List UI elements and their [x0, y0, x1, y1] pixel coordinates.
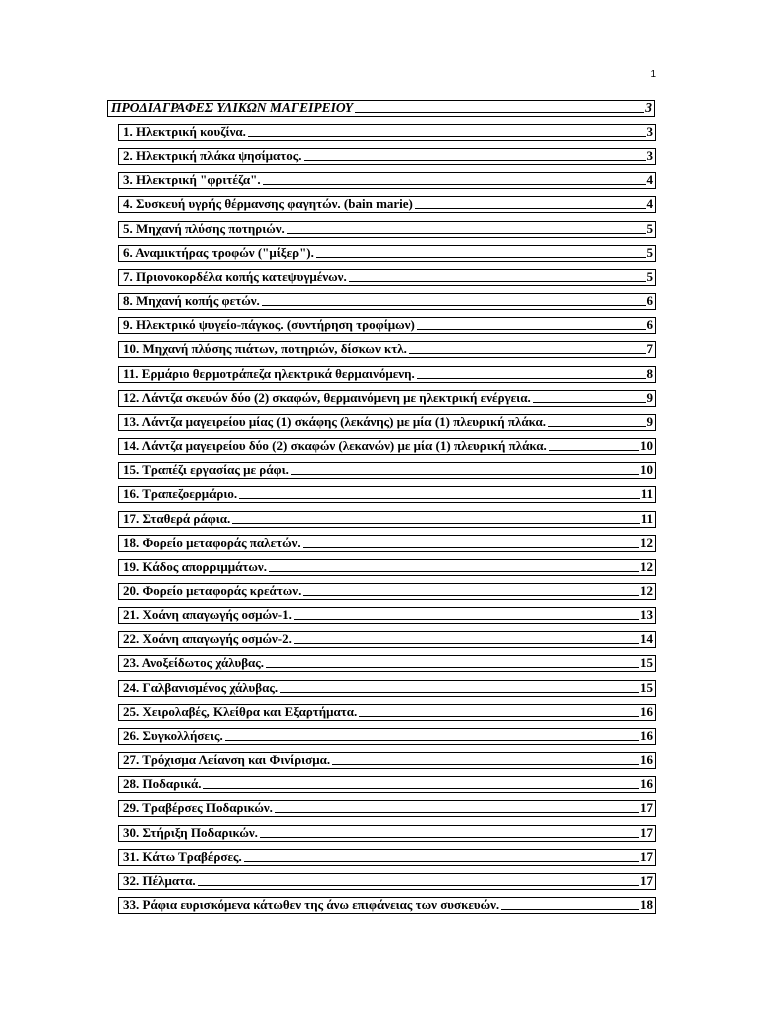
toc-entry-label: 3. Ηλεκτρική "φριτέζα". — [123, 172, 261, 188]
toc-entry[interactable] — [118, 800, 656, 817]
leader-line — [303, 595, 639, 596]
toc-entry-label: 11. Ερμάριο θερμοτράπεζα ηλεκτρικά θερμαινόμενη. — [123, 365, 415, 381]
toc-entry[interactable] — [118, 849, 656, 866]
toc-entry[interactable] — [118, 897, 656, 914]
toc-entry-page: 16 — [640, 776, 653, 792]
toc-entry-page: 4 — [646, 172, 653, 188]
toc-entry-page: 17 — [640, 848, 653, 864]
toc-entry[interactable] — [118, 124, 656, 141]
leader-line — [291, 474, 639, 475]
toc-entry[interactable] — [118, 172, 656, 189]
toc-entry[interactable] — [118, 752, 656, 769]
leader-line — [417, 329, 646, 330]
toc-entry-label: 4. Συσκευή υγρής θέρμανσης φαγητών. (bain marie) — [123, 196, 413, 212]
toc-entry[interactable] — [118, 680, 656, 697]
toc-entry-page: 11 — [640, 510, 653, 526]
toc-entry[interactable] — [118, 511, 656, 528]
toc-entry[interactable] — [118, 269, 656, 286]
toc-entry-page: 16 — [640, 727, 653, 743]
toc-entry[interactable] — [118, 462, 656, 479]
toc-entry-label: 16. Τραπεζοερμάριο. — [123, 486, 238, 502]
toc-entry[interactable] — [118, 341, 656, 358]
toc-entry-page: 15 — [640, 655, 653, 671]
toc-entry-label: 9. Ηλεκτρικό ψυγείο-πάγκος. (συντήρηση τροφίμων) — [123, 317, 415, 333]
toc-entry-page: 17 — [640, 872, 653, 888]
toc-entry-page: 5 — [646, 244, 653, 260]
toc-entry[interactable] — [118, 438, 656, 455]
toc-entry-page: 6 — [646, 293, 653, 309]
leader-line — [275, 812, 639, 813]
toc-entry[interactable] — [118, 583, 656, 600]
leader-line — [262, 305, 646, 306]
leader-line — [332, 764, 639, 765]
leader-line — [304, 160, 646, 161]
leader-line — [533, 402, 646, 403]
toc-entry-page: 14 — [640, 631, 653, 647]
leader-line — [248, 136, 646, 137]
toc-entry-page: 13 — [640, 607, 653, 623]
toc-entry-label: 7. Πριονοκορδέλα κοπής κατεψυγμένων. — [123, 268, 347, 284]
toc-entry[interactable] — [118, 631, 656, 648]
toc-entry-label: 6. Αναμικτήρας τροφών ("μίξερ"). — [123, 244, 314, 260]
toc-entry[interactable] — [118, 317, 656, 334]
toc-entry[interactable] — [118, 366, 656, 383]
page-number: 1 — [650, 69, 656, 80]
toc-entry-label: 2. Ηλεκτρική πλάκα ψησίματος. — [123, 148, 302, 164]
leader-line — [415, 208, 646, 209]
toc-entry[interactable] — [118, 293, 656, 310]
toc-entry-label: 19. Κάδος απορριμμάτων. — [123, 558, 267, 574]
leader-line — [294, 643, 639, 644]
leader-line — [349, 281, 646, 282]
toc-entry-page: 17 — [640, 800, 653, 816]
toc-entry-page: 15 — [640, 679, 653, 695]
toc-entry-label: 17. Σταθερά ράφια. — [123, 510, 231, 526]
toc-title-entry[interactable] — [107, 100, 655, 117]
toc-entry-page: 9 — [646, 389, 653, 405]
toc-entry-label: 23. Ανοξείδωτος χάλυβας. — [123, 655, 265, 671]
toc-entry[interactable] — [118, 148, 656, 165]
toc-entry-label: 31. Κάτω Τραβέρσες. — [123, 848, 242, 864]
leader-line — [355, 112, 644, 113]
leader-line — [294, 619, 639, 620]
toc-entry-page: 12 — [640, 582, 653, 598]
toc-entry[interactable] — [118, 196, 656, 213]
toc-entry-page: 12 — [640, 558, 653, 574]
toc-entry-label: 21. Χοάνη απαγωγής οσμών-1. — [123, 607, 292, 623]
toc-entry[interactable] — [118, 535, 656, 552]
toc-entry[interactable] — [118, 607, 656, 624]
toc-entry[interactable] — [118, 486, 656, 503]
leader-line — [239, 498, 640, 499]
leader-line — [225, 740, 639, 741]
leader-line — [501, 909, 639, 910]
toc-entry-page: 10 — [640, 438, 653, 454]
leader-line — [263, 184, 646, 185]
toc-entry-label: 28. Ποδαρικά. — [123, 776, 202, 792]
toc-entry-page: 10 — [640, 462, 653, 478]
toc-entry-page: 8 — [646, 365, 653, 381]
leader-line — [417, 378, 646, 379]
toc-entry-label: 8. Μηχανή κοπής φετών. — [123, 293, 260, 309]
toc-title-page: 3 — [645, 100, 652, 115]
toc-entry-label: 13. Λάντζα μαγειρείου μίας (1) σκάφης (λεκάνης) με μία (1) πλευρική πλάκα. — [123, 413, 546, 429]
toc-entry-page: 11 — [640, 486, 653, 502]
toc-entry-label: 30. Στήριξη Ποδαρικών. — [123, 824, 258, 840]
toc-entry-label: 29. Τραβέρσες Ποδαρικών. — [123, 800, 273, 816]
toc-entry-page: 5 — [646, 268, 653, 284]
toc-entry-label: 27. Τρόχισμα Λείανση και Φινίρισμα. — [123, 752, 331, 768]
toc-entry[interactable] — [118, 221, 656, 238]
leader-line — [280, 692, 639, 693]
leader-line — [303, 547, 639, 548]
toc-entry-page: 16 — [640, 703, 653, 719]
leader-line — [266, 667, 639, 668]
leader-line — [260, 837, 639, 838]
leader-line — [409, 353, 646, 354]
toc-entry[interactable] — [118, 245, 656, 262]
toc-entry-page: 17 — [640, 824, 653, 840]
toc-entry-page: 16 — [640, 752, 653, 768]
toc-entry-label: 5. Μηχανή πλύσης ποτηριών. — [123, 220, 285, 236]
toc-entry[interactable] — [118, 776, 656, 793]
toc-entry-label: 14. Λάντζα μαγειρείου δύο (2) σκαφών (λεκανών) με μία (1) πλευρική πλάκα. — [123, 438, 547, 454]
toc-list — [118, 124, 656, 921]
leader-line — [548, 426, 646, 427]
toc-entry-page: 12 — [640, 534, 653, 550]
leader-line — [287, 233, 646, 234]
toc-entry-label: 18. Φορείο μεταφοράς παλετών. — [123, 534, 301, 550]
toc-entry-page: 6 — [646, 317, 653, 333]
toc-entry-label: 12. Λάντζα σκευών δύο (2) σκαφών, θερμαινόμενη με ηλεκτρική ενέργεια. — [123, 389, 531, 405]
toc-entry-page: 7 — [646, 341, 653, 357]
leader-line — [316, 257, 646, 258]
toc-entry-page: 4 — [646, 196, 653, 212]
toc-entry[interactable] — [118, 825, 656, 842]
toc-entry-label: 20. Φορείο μεταφοράς κρεάτων. — [123, 582, 302, 598]
toc-entry-label: 1. Ηλεκτρική κουζίνα. — [123, 124, 246, 139]
toc-entry[interactable] — [118, 873, 656, 890]
toc-entry-label: 26. Συγκολλήσεις. — [123, 727, 223, 743]
leader-line — [269, 571, 639, 572]
toc-entry-label: 32. Πέλματα. — [123, 872, 196, 888]
leader-line — [244, 861, 639, 862]
toc-entry[interactable] — [118, 414, 656, 431]
toc-entry-label: 15. Τραπέζι εργασίας με ράφι. — [123, 462, 289, 478]
toc-entry-page: 18 — [640, 897, 653, 912]
toc-entry-label: 10. Μηχανή πλύσης πιάτων, ποτηριών, δίσκων κτλ. — [123, 341, 407, 357]
toc-title-label: ΠΡΟΔΙΑΓΡΑΦΕΣ ΥΛΙΚΩΝ ΜΑΓΕΙΡΕΙΟΥ — [111, 100, 354, 115]
toc-entry-page: 5 — [646, 220, 653, 236]
toc-entry-label: 24. Γαλβανισμένος χάλυβας. — [123, 679, 279, 695]
toc-entry-page: 3 — [646, 124, 653, 139]
leader-line — [549, 450, 639, 451]
toc-entry-page: 3 — [646, 148, 653, 164]
toc-entry-page: 9 — [646, 413, 653, 429]
toc-entry-label: 22. Χοάνη απαγωγής οσμών-2. — [123, 631, 292, 647]
toc-entry[interactable] — [118, 559, 656, 576]
toc-entry-label: 33. Ράφια ευρισκόμενα κάτωθεν της άνω επιφάνειας των συσκευών. — [123, 897, 500, 912]
toc-entry[interactable] — [118, 704, 656, 721]
leader-line — [359, 716, 639, 717]
leader-line — [232, 523, 639, 524]
toc-entry[interactable] — [118, 390, 656, 407]
leader-line — [203, 788, 639, 789]
leader-line — [198, 885, 639, 886]
toc-entry-label: 25. Χειρολαβές, Κλείθρα και Εξαρτήματα. — [123, 703, 358, 719]
toc-entry[interactable] — [118, 728, 656, 745]
toc-entry[interactable] — [118, 655, 656, 672]
